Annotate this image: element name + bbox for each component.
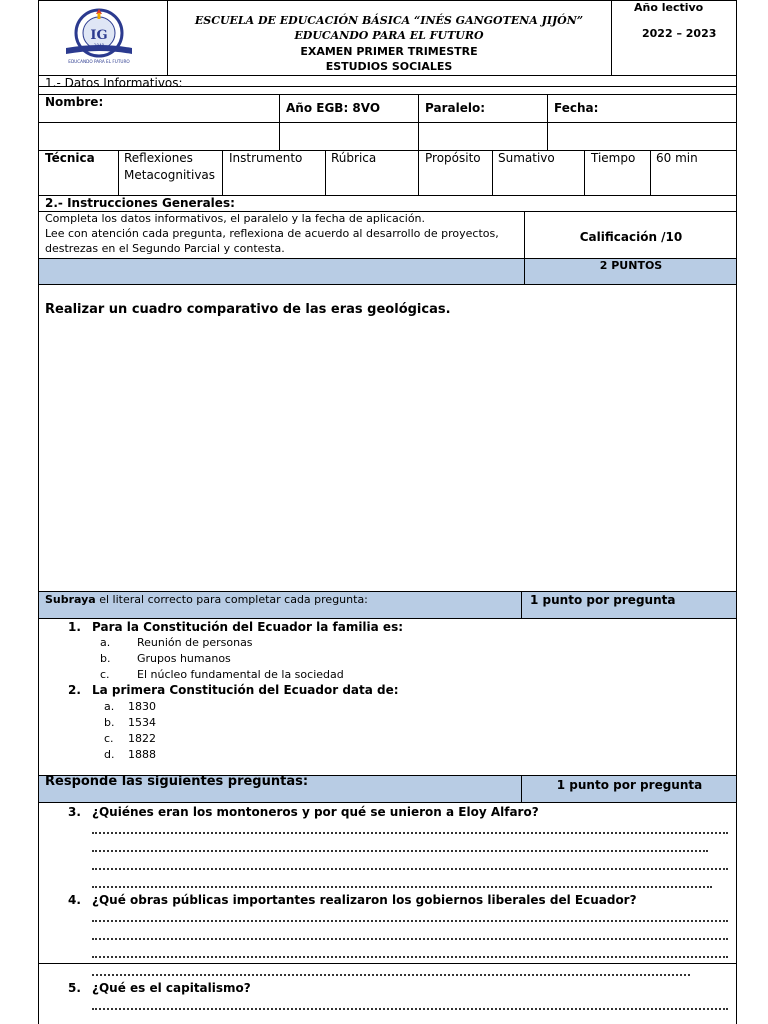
subraya-instruction: [45, 593, 368, 606]
q1-option-letter: a.: [100, 636, 111, 649]
name-label: Nombre:: [45, 95, 104, 109]
question-2-text: La primera Constitución del Ecuador data de:: [92, 683, 399, 697]
points-label: 2 PUNTOS: [599, 259, 663, 272]
answer-line[interactable]: [92, 910, 728, 922]
responde-points: 1 punto por pregunta: [556, 778, 703, 792]
rule: [492, 150, 493, 195]
section-1-title: 1.- Datos Informativos:: [45, 76, 183, 90]
rule: [325, 150, 326, 195]
question-4-number: 4.: [68, 893, 81, 907]
instruction-line-1: Completa los datos informativos, el paralelo y la fecha de aplicación.: [45, 212, 426, 225]
q2-option-letter: b.: [104, 716, 115, 729]
rule: [38, 122, 737, 123]
answer-line[interactable]: [92, 998, 728, 1010]
tiempo-label: Tiempo: [591, 151, 636, 165]
subraya-points: 1 punto por pregunta: [530, 593, 676, 607]
rule: [611, 0, 612, 75]
school-motto: EDUCANDO PARA EL FUTURO: [294, 29, 484, 42]
q1-option-c[interactable]: El núcleo fundamental de la sociedad: [137, 668, 344, 681]
grade-label: Calificación /10: [579, 230, 683, 244]
rule: [521, 591, 522, 618]
answer-line[interactable]: [92, 928, 728, 940]
subject-title: ESTUDIOS SOCIALES: [325, 60, 453, 73]
q2-option-b[interactable]: 1534: [128, 716, 156, 729]
proposito-label: Propósito: [425, 151, 481, 165]
subraya-bold: Subraya: [45, 593, 96, 606]
school-logo: [58, 8, 140, 66]
q1-option-letter: c.: [100, 668, 110, 681]
rule: [38, 618, 737, 619]
answer-line[interactable]: [92, 946, 728, 958]
question-5-number: 5.: [68, 981, 81, 995]
rule: [38, 86, 737, 87]
q1-option-a[interactable]: Reunión de personas: [137, 636, 253, 649]
q2-option-letter: d.: [104, 748, 115, 761]
rule: [38, 0, 737, 1]
q2-option-c[interactable]: 1822: [128, 732, 156, 745]
q2-option-letter: a.: [104, 700, 115, 713]
q1-option-b[interactable]: Grupos humanos: [137, 652, 231, 665]
section-2-title: 2.- Instrucciones Generales:: [45, 196, 235, 210]
question-4-text: ¿Qué obras públicas importantes realizaron los gobiernos liberales del Ecuador?: [92, 893, 637, 907]
logo-year: 1948: [93, 43, 105, 48]
question-1-number: 1.: [68, 620, 81, 634]
rule: [38, 284, 737, 285]
rule: [167, 0, 168, 75]
q2-option-d[interactable]: 1888: [128, 748, 156, 761]
school-name: ESCUELA DE EDUCACIÓN BÁSICA “INÉS GANGOTENA JIJÓN”: [194, 14, 584, 27]
school-year-value: 2022 – 2023: [642, 27, 717, 40]
q1-option-letter: b.: [100, 652, 111, 665]
egb-label: Año EGB: 8VO: [286, 101, 381, 115]
question-3-number: 3.: [68, 805, 81, 819]
tecnica-value-1: Reflexiones: [124, 151, 193, 165]
rule: [118, 150, 119, 195]
rule: [418, 94, 419, 195]
responde-title: Responde las siguientes preguntas:: [45, 774, 309, 789]
exam-title: EXAMEN PRIMER TRIMESTRE: [300, 45, 478, 58]
rule: [222, 150, 223, 195]
paralelo-label: Paralelo:: [425, 101, 485, 115]
logo-caption: EDUCANDO PARA EL FUTURO: [68, 59, 130, 64]
tiempo-value: 60 min: [656, 151, 698, 165]
instruction-line-3: destrezas en el Segundo Parcial y contesta.: [45, 242, 285, 255]
rule: [38, 963, 737, 964]
rule: [38, 94, 737, 95]
q2-option-letter: c.: [104, 732, 114, 745]
tecnica-value-2: Metacognitivas: [124, 168, 216, 182]
question-5-text: ¿Qué es el capitalismo?: [92, 981, 251, 995]
logo-initials: IG: [90, 28, 108, 43]
rule: [584, 150, 585, 195]
answer-line[interactable]: [92, 876, 712, 888]
rule: [38, 591, 737, 592]
answer-line[interactable]: [92, 840, 708, 852]
tecnica-label: Técnica: [45, 151, 95, 165]
subraya-rest: el literal correcto para completar cada pregunta:: [99, 593, 368, 606]
school-year-label: Año lectivo: [634, 1, 704, 14]
question-2-number: 2.: [68, 683, 81, 697]
proposito-value: Sumativo: [498, 151, 555, 165]
answer-line[interactable]: [92, 964, 690, 976]
rule: [38, 802, 737, 803]
school-logo-emblem: [58, 8, 140, 66]
question-3-text: ¿Quiénes eran los montoneros y por qué se unieron a Eloy Alfaro?: [92, 805, 539, 819]
question-1-text: Para la Constitución del Ecuador la familia es:: [92, 620, 404, 634]
instrumento-value: Rúbrica: [331, 151, 377, 165]
answer-line[interactable]: [92, 858, 728, 870]
instrumento-label: Instrumento: [229, 151, 303, 165]
answer-line[interactable]: [92, 822, 728, 834]
instruction-line-2: Lee con atención cada pregunta, reflexiona de acuerdo al desarrollo de proyectos,: [45, 227, 499, 240]
fecha-label: Fecha:: [554, 101, 599, 115]
rule: [650, 150, 651, 195]
q2-option-a[interactable]: 1830: [128, 700, 156, 713]
task-prompt: Realizar un cuadro comparativo de las eras geológicas.: [45, 302, 451, 317]
